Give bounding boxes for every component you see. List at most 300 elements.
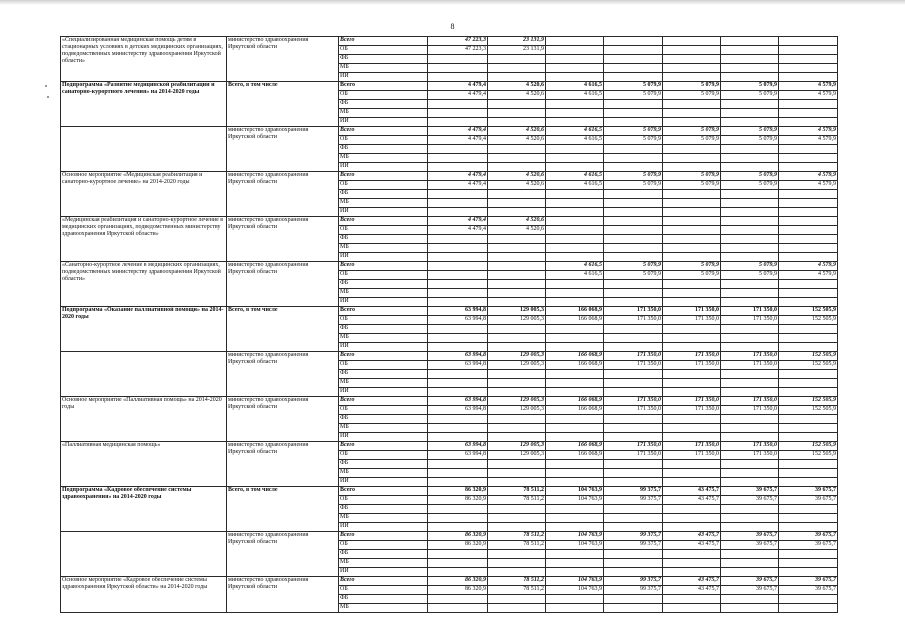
amount-cell: 43 475,7 bbox=[663, 541, 721, 550]
amount-cell bbox=[721, 199, 779, 208]
amount-cell: 63 994,8 bbox=[428, 397, 488, 406]
amount-cell bbox=[546, 604, 604, 613]
amount-cell bbox=[721, 334, 779, 343]
amount-cell bbox=[663, 64, 721, 73]
amount-cell: 78 511,2 bbox=[488, 541, 546, 550]
amount-cell bbox=[721, 154, 779, 163]
funding-source: МБ bbox=[339, 424, 428, 433]
amount-cell bbox=[428, 64, 488, 73]
amount-cell: 99 375,7 bbox=[604, 541, 663, 550]
amount-cell bbox=[663, 145, 721, 154]
measure-description bbox=[61, 352, 227, 397]
amount-cell: 4 579,9 bbox=[779, 82, 838, 91]
funding-source: Всего bbox=[339, 82, 428, 91]
amount-cell bbox=[663, 199, 721, 208]
measure-description: Подпрограмма «Оказание паллиативной помощи» на 2014-2020 годы bbox=[61, 307, 227, 352]
amount-cell bbox=[721, 208, 779, 217]
amount-cell bbox=[604, 604, 663, 613]
amount-cell bbox=[721, 46, 779, 55]
amount-cell bbox=[488, 64, 546, 73]
amount-cell bbox=[488, 424, 546, 433]
amount-cell: 4 520,6 bbox=[488, 91, 546, 100]
amount-cell bbox=[546, 523, 604, 532]
funding-source: ОБ bbox=[339, 586, 428, 595]
amount-cell bbox=[428, 325, 488, 334]
amount-cell bbox=[721, 595, 779, 604]
responsible-executor: Всего, в том числе bbox=[227, 82, 339, 127]
amount-cell bbox=[604, 235, 663, 244]
amount-cell bbox=[428, 568, 488, 577]
amount-cell: 39 675,7 bbox=[779, 487, 838, 496]
funding-source: ОБ bbox=[339, 541, 428, 550]
amount-cell bbox=[663, 343, 721, 352]
measure-description: Основное мероприятие «Паллиативная помощь» на 2014-2020 годы bbox=[61, 397, 227, 442]
amount-cell bbox=[488, 100, 546, 109]
amount-cell bbox=[546, 118, 604, 127]
amount-cell bbox=[546, 73, 604, 82]
amount-cell bbox=[721, 388, 779, 397]
amount-cell: 4 616,5 bbox=[546, 181, 604, 190]
amount-cell: 5 079,9 bbox=[721, 262, 779, 271]
amount-cell bbox=[721, 244, 779, 253]
funding-source: Всего bbox=[339, 532, 428, 541]
amount-cell bbox=[546, 226, 604, 235]
amount-cell: 171 350,0 bbox=[663, 451, 721, 460]
amount-cell bbox=[488, 244, 546, 253]
amount-cell: 99 375,7 bbox=[604, 532, 663, 541]
amount-cell bbox=[663, 370, 721, 379]
amount-cell bbox=[721, 343, 779, 352]
amount-cell bbox=[721, 370, 779, 379]
amount-cell: 152 505,9 bbox=[779, 316, 838, 325]
amount-cell bbox=[428, 559, 488, 568]
amount-cell bbox=[663, 46, 721, 55]
amount-cell bbox=[721, 460, 779, 469]
amount-cell: 4 616,5 bbox=[546, 172, 604, 181]
amount-cell bbox=[663, 37, 721, 46]
amount-cell bbox=[721, 190, 779, 199]
amount-cell bbox=[428, 505, 488, 514]
responsible-executor: Всего, в том числе bbox=[227, 307, 339, 352]
amount-cell bbox=[663, 280, 721, 289]
amount-cell: 86 320,9 bbox=[428, 496, 488, 505]
amount-cell bbox=[779, 199, 838, 208]
amount-cell bbox=[546, 334, 604, 343]
amount-cell bbox=[546, 280, 604, 289]
amount-cell: 4 479,4 bbox=[428, 82, 488, 91]
funding-source: ИИ bbox=[339, 343, 428, 352]
amount-cell bbox=[488, 550, 546, 559]
amount-cell bbox=[779, 235, 838, 244]
measure-description: Основное мероприятие «Кадровое обеспечение системы здравоохранения Иркутской области» на 2014-2020 годы bbox=[61, 577, 227, 613]
amount-cell: 166 068,9 bbox=[546, 442, 604, 451]
table-row bbox=[61, 397, 838, 406]
amount-cell: 23 131,9 bbox=[488, 46, 546, 55]
amount-cell bbox=[663, 298, 721, 307]
amount-cell: 4 520,6 bbox=[488, 217, 546, 226]
amount-cell bbox=[428, 253, 488, 262]
amount-cell bbox=[604, 334, 663, 343]
funding-source: ОБ bbox=[339, 91, 428, 100]
amount-cell bbox=[546, 163, 604, 172]
funding-source: МБ bbox=[339, 199, 428, 208]
funding-source: Всего bbox=[339, 487, 428, 496]
funding-source: ИИ bbox=[339, 208, 428, 217]
amount-cell: 129 005,3 bbox=[488, 397, 546, 406]
amount-cell bbox=[779, 550, 838, 559]
amount-cell bbox=[779, 253, 838, 262]
amount-cell bbox=[428, 298, 488, 307]
amount-cell bbox=[488, 379, 546, 388]
amount-cell bbox=[488, 118, 546, 127]
funding-source: ИИ bbox=[339, 118, 428, 127]
amount-cell bbox=[428, 271, 488, 280]
funding-source: Всего bbox=[339, 307, 428, 316]
amount-cell bbox=[721, 325, 779, 334]
amount-cell: 86 320,9 bbox=[428, 586, 488, 595]
amount-cell bbox=[663, 388, 721, 397]
amount-cell bbox=[663, 514, 721, 523]
amount-cell: 78 511,2 bbox=[488, 577, 546, 586]
amount-cell: 39 675,7 bbox=[721, 487, 779, 496]
amount-cell bbox=[663, 460, 721, 469]
amount-cell: 43 475,7 bbox=[663, 577, 721, 586]
amount-cell bbox=[663, 415, 721, 424]
amount-cell bbox=[779, 73, 838, 82]
amount-cell bbox=[546, 55, 604, 64]
funding-source: ФБ bbox=[339, 415, 428, 424]
amount-cell bbox=[604, 253, 663, 262]
amount-cell bbox=[721, 109, 779, 118]
amount-cell bbox=[546, 154, 604, 163]
amount-cell bbox=[779, 226, 838, 235]
funding-source: Всего bbox=[339, 442, 428, 451]
amount-cell bbox=[488, 388, 546, 397]
funding-source: ИИ bbox=[339, 478, 428, 487]
amount-cell bbox=[604, 469, 663, 478]
amount-cell: 4 579,9 bbox=[779, 262, 838, 271]
amount-cell bbox=[546, 595, 604, 604]
amount-cell bbox=[488, 478, 546, 487]
funding-source: ОБ bbox=[339, 361, 428, 370]
amount-cell bbox=[488, 559, 546, 568]
amount-cell bbox=[488, 298, 546, 307]
amount-cell bbox=[546, 460, 604, 469]
amount-cell: 5 079,9 bbox=[663, 136, 721, 145]
measure-description bbox=[61, 127, 227, 172]
amount-cell bbox=[721, 289, 779, 298]
amount-cell bbox=[721, 64, 779, 73]
amount-cell bbox=[779, 595, 838, 604]
amount-cell bbox=[721, 433, 779, 442]
amount-cell bbox=[428, 460, 488, 469]
amount-cell bbox=[428, 514, 488, 523]
funding-source: ИИ bbox=[339, 298, 428, 307]
amount-cell bbox=[721, 550, 779, 559]
amount-cell: 171 350,0 bbox=[663, 316, 721, 325]
amount-cell: 171 350,0 bbox=[721, 361, 779, 370]
amount-cell bbox=[488, 370, 546, 379]
funding-source: Всего bbox=[339, 37, 428, 46]
amount-cell bbox=[779, 289, 838, 298]
amount-cell bbox=[663, 325, 721, 334]
amount-cell bbox=[488, 55, 546, 64]
amount-cell: 63 994,8 bbox=[428, 316, 488, 325]
amount-cell: 4 520,6 bbox=[488, 226, 546, 235]
table-row bbox=[61, 37, 838, 46]
amount-cell: 166 068,9 bbox=[546, 451, 604, 460]
amount-cell: 171 350,0 bbox=[604, 442, 663, 451]
amount-cell: 152 505,9 bbox=[779, 352, 838, 361]
amount-cell bbox=[488, 208, 546, 217]
amount-cell: 129 005,3 bbox=[488, 442, 546, 451]
amount-cell: 4 479,4 bbox=[428, 127, 488, 136]
amount-cell bbox=[546, 469, 604, 478]
amount-cell: 171 350,0 bbox=[663, 352, 721, 361]
amount-cell: 4 520,6 bbox=[488, 127, 546, 136]
amount-cell: 4 579,9 bbox=[779, 127, 838, 136]
amount-cell: 47 223,3 bbox=[428, 37, 488, 46]
amount-cell bbox=[604, 514, 663, 523]
amount-cell: 152 505,9 bbox=[779, 397, 838, 406]
responsible-executor: министерство здравоохранения Иркутской области bbox=[227, 352, 339, 397]
funding-source: ОБ bbox=[339, 496, 428, 505]
amount-cell bbox=[428, 109, 488, 118]
amount-cell bbox=[604, 46, 663, 55]
amount-cell bbox=[488, 415, 546, 424]
amount-cell bbox=[663, 469, 721, 478]
amount-cell: 43 475,7 bbox=[663, 586, 721, 595]
amount-cell bbox=[604, 325, 663, 334]
funding-source: ФБ bbox=[339, 280, 428, 289]
amount-cell: 39 675,7 bbox=[721, 541, 779, 550]
amount-cell bbox=[721, 514, 779, 523]
amount-cell: 63 994,8 bbox=[428, 361, 488, 370]
amount-cell bbox=[488, 289, 546, 298]
funding-source: ИИ bbox=[339, 523, 428, 532]
funding-source: Всего bbox=[339, 352, 428, 361]
amount-cell: 5 079,9 bbox=[604, 172, 663, 181]
amount-cell: 4 479,4 bbox=[428, 91, 488, 100]
amount-cell bbox=[488, 595, 546, 604]
amount-cell: 4 520,6 bbox=[488, 82, 546, 91]
amount-cell bbox=[663, 235, 721, 244]
amount-cell: 104 763,9 bbox=[546, 577, 604, 586]
amount-cell: 171 350,0 bbox=[721, 316, 779, 325]
margin-dot bbox=[45, 85, 47, 87]
amount-cell: 5 079,9 bbox=[721, 91, 779, 100]
amount-cell: 39 675,7 bbox=[779, 577, 838, 586]
amount-cell bbox=[428, 343, 488, 352]
amount-cell bbox=[604, 424, 663, 433]
amount-cell: 4 479,4 bbox=[428, 181, 488, 190]
amount-cell bbox=[663, 424, 721, 433]
amount-cell bbox=[779, 523, 838, 532]
amount-cell: 104 763,9 bbox=[546, 487, 604, 496]
amount-cell bbox=[428, 388, 488, 397]
amount-cell: 39 675,7 bbox=[721, 496, 779, 505]
amount-cell: 63 994,8 bbox=[428, 442, 488, 451]
amount-cell: 78 511,2 bbox=[488, 496, 546, 505]
amount-cell: 4 479,4 bbox=[428, 226, 488, 235]
funding-source: МБ bbox=[339, 559, 428, 568]
amount-cell bbox=[721, 469, 779, 478]
amount-cell bbox=[779, 280, 838, 289]
amount-cell: 166 068,9 bbox=[546, 361, 604, 370]
amount-cell bbox=[779, 208, 838, 217]
amount-cell: 171 350,0 bbox=[721, 397, 779, 406]
amount-cell bbox=[604, 217, 663, 226]
measure-description: «Санаторно-курортное лечение в медицинских организациях, подведомственных министерству здравоохранения Иркутской области» bbox=[61, 262, 227, 307]
amount-cell: 104 763,9 bbox=[546, 496, 604, 505]
amount-cell bbox=[488, 433, 546, 442]
funding-source: МБ bbox=[339, 379, 428, 388]
funding-source: ОБ bbox=[339, 316, 428, 325]
amount-cell bbox=[428, 379, 488, 388]
amount-cell: 39 675,7 bbox=[721, 532, 779, 541]
amount-cell bbox=[488, 199, 546, 208]
amount-cell: 5 079,9 bbox=[604, 91, 663, 100]
amount-cell bbox=[604, 343, 663, 352]
amount-cell bbox=[604, 289, 663, 298]
amount-cell bbox=[604, 388, 663, 397]
amount-cell: 4 479,4 bbox=[428, 136, 488, 145]
amount-cell bbox=[779, 604, 838, 613]
amount-cell: 4 616,5 bbox=[546, 136, 604, 145]
measure-description: Подпрограмма «Развитие медицинской реабилитации и санаторно-курортного лечения» на 2014-2020 годы bbox=[61, 82, 227, 127]
amount-cell bbox=[779, 379, 838, 388]
amount-cell bbox=[428, 55, 488, 64]
amount-cell bbox=[428, 415, 488, 424]
amount-cell: 39 675,7 bbox=[779, 532, 838, 541]
amount-cell bbox=[779, 163, 838, 172]
amount-cell bbox=[663, 55, 721, 64]
amount-cell bbox=[604, 55, 663, 64]
amount-cell bbox=[546, 100, 604, 109]
amount-cell bbox=[604, 559, 663, 568]
funding-source: МБ bbox=[339, 109, 428, 118]
amount-cell bbox=[488, 460, 546, 469]
amount-cell: 5 079,9 bbox=[604, 271, 663, 280]
funding-source: Всего bbox=[339, 397, 428, 406]
amount-cell bbox=[663, 568, 721, 577]
amount-cell bbox=[488, 343, 546, 352]
amount-cell bbox=[604, 118, 663, 127]
amount-cell bbox=[488, 271, 546, 280]
amount-cell: 171 350,0 bbox=[721, 307, 779, 316]
amount-cell: 63 994,8 bbox=[428, 451, 488, 460]
amount-cell: 63 994,8 bbox=[428, 307, 488, 316]
amount-cell bbox=[546, 109, 604, 118]
amount-cell bbox=[779, 217, 838, 226]
amount-cell bbox=[428, 145, 488, 154]
margin-dot bbox=[47, 96, 49, 98]
table-row bbox=[61, 217, 838, 226]
responsible-executor: министерство здравоохранения Иркутской области bbox=[227, 262, 339, 307]
amount-cell: 5 079,9 bbox=[721, 136, 779, 145]
funding-source: МБ bbox=[339, 469, 428, 478]
amount-cell bbox=[546, 550, 604, 559]
amount-cell bbox=[488, 334, 546, 343]
amount-cell bbox=[428, 100, 488, 109]
amount-cell bbox=[546, 289, 604, 298]
funding-source: ИИ bbox=[339, 163, 428, 172]
amount-cell bbox=[721, 604, 779, 613]
amount-cell bbox=[488, 163, 546, 172]
amount-cell bbox=[663, 505, 721, 514]
amount-cell bbox=[488, 262, 546, 271]
amount-cell: 171 350,0 bbox=[604, 397, 663, 406]
funding-source: ИИ bbox=[339, 388, 428, 397]
amount-cell bbox=[663, 73, 721, 82]
responsible-executor: министерство здравоохранения Иркутской области bbox=[227, 532, 339, 577]
amount-cell: 5 079,9 bbox=[604, 262, 663, 271]
amount-cell bbox=[663, 433, 721, 442]
amount-cell: 4 616,5 bbox=[546, 82, 604, 91]
amount-cell bbox=[663, 379, 721, 388]
amount-cell: 39 675,7 bbox=[779, 586, 838, 595]
amount-cell bbox=[779, 154, 838, 163]
amount-cell: 99 375,7 bbox=[604, 487, 663, 496]
amount-cell bbox=[604, 208, 663, 217]
amount-cell bbox=[604, 523, 663, 532]
amount-cell bbox=[604, 163, 663, 172]
amount-cell bbox=[546, 559, 604, 568]
amount-cell bbox=[663, 523, 721, 532]
responsible-executor: министерство здравоохранения Иркутской области bbox=[227, 397, 339, 442]
amount-cell: 5 079,9 bbox=[721, 271, 779, 280]
amount-cell bbox=[721, 163, 779, 172]
funding-source: МБ bbox=[339, 514, 428, 523]
amount-cell bbox=[779, 460, 838, 469]
amount-cell: 171 350,0 bbox=[721, 352, 779, 361]
amount-cell bbox=[604, 73, 663, 82]
amount-cell bbox=[428, 604, 488, 613]
table-row bbox=[61, 352, 838, 361]
amount-cell: 171 350,0 bbox=[663, 406, 721, 415]
funding-source: ИИ bbox=[339, 253, 428, 262]
amount-cell bbox=[721, 100, 779, 109]
funding-source: ОБ bbox=[339, 46, 428, 55]
amount-cell: 171 350,0 bbox=[604, 361, 663, 370]
amount-cell: 129 005,3 bbox=[488, 451, 546, 460]
funding-source: ОБ bbox=[339, 271, 428, 280]
amount-cell bbox=[604, 568, 663, 577]
amount-cell: 5 079,9 bbox=[663, 91, 721, 100]
amount-cell: 4 479,4 bbox=[428, 217, 488, 226]
amount-cell bbox=[546, 433, 604, 442]
amount-cell bbox=[428, 595, 488, 604]
funding-source: МБ bbox=[339, 334, 428, 343]
amount-cell bbox=[779, 55, 838, 64]
amount-cell: 86 320,9 bbox=[428, 541, 488, 550]
table-body bbox=[61, 37, 838, 613]
amount-cell bbox=[604, 298, 663, 307]
amount-cell bbox=[488, 523, 546, 532]
amount-cell bbox=[546, 424, 604, 433]
amount-cell bbox=[546, 505, 604, 514]
amount-cell bbox=[721, 505, 779, 514]
amount-cell bbox=[663, 478, 721, 487]
amount-cell bbox=[604, 226, 663, 235]
amount-cell: 4 616,5 bbox=[546, 271, 604, 280]
amount-cell bbox=[604, 145, 663, 154]
amount-cell: 171 350,0 bbox=[604, 352, 663, 361]
amount-cell bbox=[779, 37, 838, 46]
funding-source: ФБ bbox=[339, 595, 428, 604]
funding-source: Всего bbox=[339, 127, 428, 136]
amount-cell: 99 375,7 bbox=[604, 586, 663, 595]
